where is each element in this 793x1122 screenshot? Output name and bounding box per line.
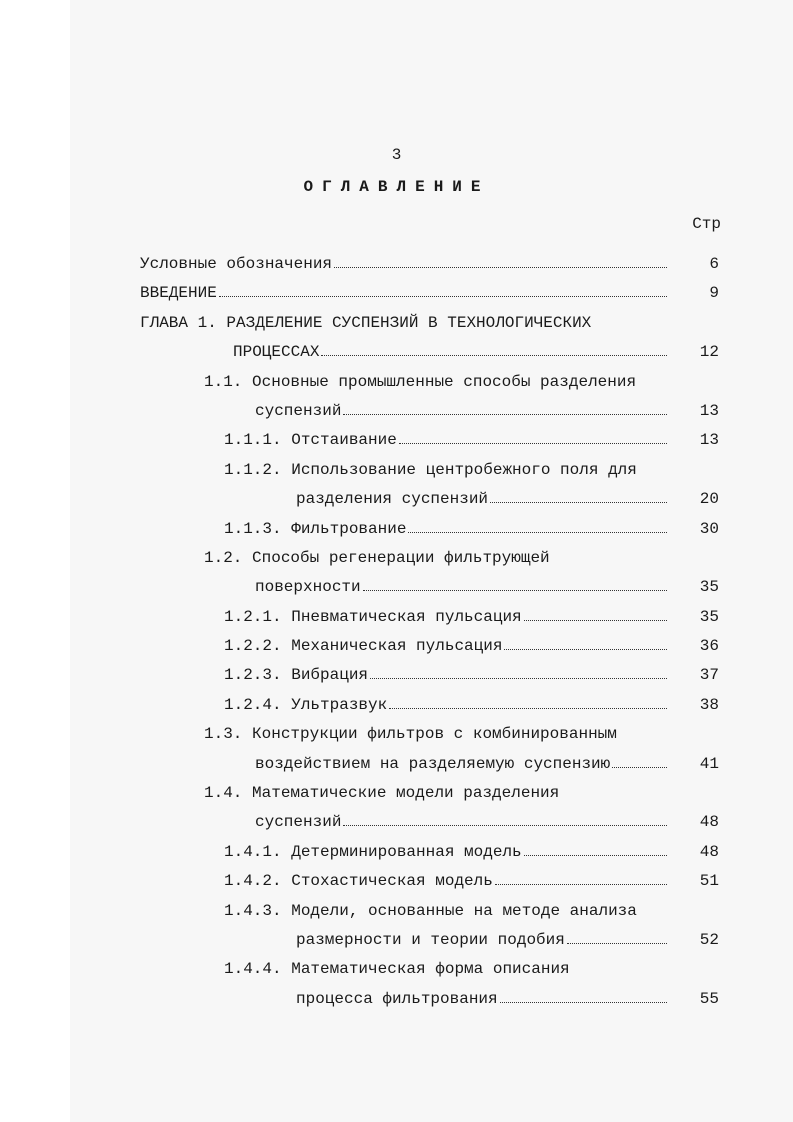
toc-entry[interactable]: 1.1.3. Фильтрование 30: [224, 519, 719, 538]
dot-leader: [334, 266, 667, 268]
toc-page-number: 52: [699, 930, 719, 949]
toc-entry[interactable]: 1.3. Конструкции фильтров с комбинированным: [204, 725, 617, 744]
dot-leader: [389, 707, 667, 709]
toc-entry[interactable]: Условные обозначения 6: [140, 255, 719, 273]
toc-page-number: 12: [699, 343, 719, 362]
toc-page-number: 9: [709, 284, 719, 303]
toc-entry[interactable]: 1.4.1. Детерминированная модель 48: [224, 842, 719, 861]
toc-page-number: 48: [699, 842, 719, 861]
toc-page-number: 13: [699, 431, 719, 450]
toc-entry[interactable]: 1.4.3. Модели, основанные на методе анализа: [224, 901, 637, 920]
toc-entry[interactable]: разделения суспензий 20: [296, 490, 719, 509]
page-column-label: Стр: [692, 215, 721, 233]
dot-leader: [612, 766, 667, 768]
dot-leader: [500, 1001, 667, 1003]
dot-leader: [567, 942, 667, 944]
toc-entry[interactable]: 1.1.2. Использование центробежного поля для: [224, 460, 637, 479]
table-of-contents: [0, 255, 793, 1019]
dot-leader: [524, 619, 667, 621]
toc-page-number: 35: [699, 607, 719, 626]
dot-leader: [504, 648, 667, 650]
toc-entry[interactable]: 1.2.2. Механическая пульсация 36: [224, 637, 719, 656]
toc-entry[interactable]: 1.1.1. Отстаивание 13: [224, 431, 719, 450]
toc-entry[interactable]: воздействием на разделяемую суспензию 41: [255, 754, 719, 773]
toc-entry[interactable]: 1.2.3. Вибрация 37: [224, 666, 719, 685]
dot-leader: [370, 677, 667, 679]
toc-entry[interactable]: 1.2. Способы регенерации фильтрующей: [204, 548, 550, 567]
toc-entry[interactable]: 1.4. Математические модели разделения: [204, 784, 560, 803]
toc-entry[interactable]: 1.4.2. Стохастическая модель 51: [224, 872, 719, 891]
toc-page-number: 30: [699, 519, 719, 538]
toc-entry[interactable]: процесса фильтрования 55: [296, 989, 719, 1008]
toc-page-number: 38: [699, 695, 719, 714]
toc-entry[interactable]: ВВЕДЕНИЕ 9: [140, 284, 719, 303]
toc-page-number: 6: [709, 255, 719, 273]
toc-entry[interactable]: суспензий 48: [255, 813, 719, 832]
dot-leader: [219, 295, 667, 297]
toc-page-number: 36: [699, 637, 719, 656]
toc-entry[interactable]: 1.1. Основные промышленные способы разделения: [204, 372, 637, 391]
dot-leader: [495, 883, 667, 885]
toc-entry[interactable]: ГЛАВА 1. РАЗДЕЛЕНИЕ СУСПЕНЗИЙ В ТЕХНОЛОГИЧЕСКИХ: [140, 313, 592, 332]
toc-entry[interactable]: размерности и теории подобия 52: [296, 930, 719, 949]
toc-entry[interactable]: 1.2.4. Ультразвук 38: [224, 695, 719, 714]
dot-leader: [524, 854, 667, 856]
toc-page-number: 41: [699, 754, 719, 773]
toc-entry[interactable]: 1.4.4. Математическая форма описания: [224, 960, 570, 979]
toc-entry[interactable]: суспензий 13: [255, 401, 719, 420]
toc-entry[interactable]: поверхности 35: [255, 578, 719, 597]
toc-page-number: 20: [699, 490, 719, 509]
dot-leader: [408, 531, 667, 533]
page-number: 3: [391, 146, 402, 164]
toc-page-number: 55: [699, 989, 719, 1008]
toc-page-number: 37: [699, 666, 719, 685]
dot-leader: [343, 824, 667, 826]
page-title: ОГЛАВЛЕНИЕ: [303, 178, 490, 196]
dot-leader: [399, 442, 667, 444]
toc-page-number: 51: [699, 872, 719, 891]
dot-leader: [343, 413, 667, 415]
dot-leader: [490, 501, 667, 503]
toc-entry[interactable]: ПРОЦЕССАХ 12: [233, 343, 719, 362]
dot-leader: [363, 589, 667, 591]
toc-page-number: 35: [699, 578, 719, 597]
dot-leader: [321, 354, 667, 356]
toc-page-number: 48: [699, 813, 719, 832]
toc-entry[interactable]: 1.2.1. Пневматическая пульсация 35: [224, 607, 719, 626]
toc-page-number: 13: [699, 401, 719, 420]
